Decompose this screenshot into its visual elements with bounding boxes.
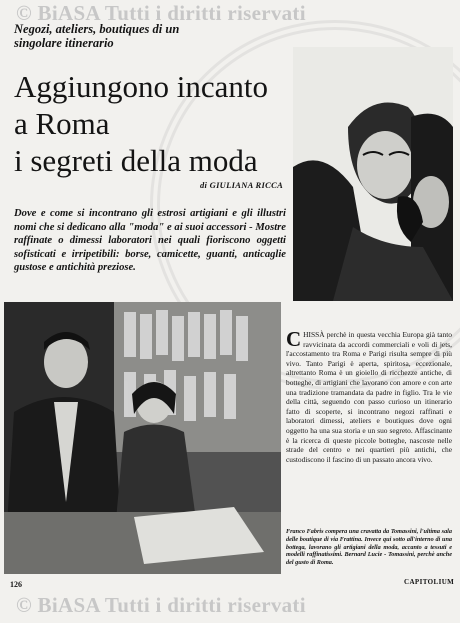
photo-top-illustration <box>293 47 453 301</box>
headline-line-1: Aggiungono incanto <box>14 69 268 104</box>
headline <box>14 68 294 179</box>
photo-caption: Franco Fabris compera una cravatta da Tomassini, l'ultima sala delle boutique di via Frattina. Invece qui sotto all'interno di una bottega, lavorano gli artigiani della moda, accanto a tessuti e modelli raffinatissimi. Bernard Lucie - Tomassini, perchè anche del gusto di Roma. <box>286 528 452 567</box>
section-label: CAPITOLIUM <box>404 578 455 586</box>
watermark-bottom: © BiASA Tutti i diritti riservati <box>16 593 306 617</box>
kicker: Negozi, ateliers, boutiques di un singolare itinerario <box>14 22 180 50</box>
photo-boutique-interior <box>4 302 281 574</box>
photo-women-on-telephone <box>293 47 453 301</box>
headline-line-3: i segreti della moda <box>14 143 258 178</box>
drop-cap: C <box>286 327 302 351</box>
headline-line-2: a Roma <box>14 106 110 141</box>
page-number: 126 <box>10 580 22 589</box>
watermark-top: © BiASA Tutti i diritti riservati <box>16 1 306 25</box>
summary: Dove e come si incontrano gli estrosi artigiani e gli illustri nomi che si dedicano alla "moda" e ai suoi accessori - Mostre raffinate o dimessi laboratori nei quali fioriscono oggetti sofisticati e irripetibili: borse, camicette, guanti, anticaglie gustose e antichità preziose. <box>14 208 286 274</box>
body-text <box>286 327 452 464</box>
byline: di GIULIANA RICCA <box>200 180 284 190</box>
photo-bottom-illustration <box>4 302 281 574</box>
body-paragraph: HISSÀ perchè in questa vecchia Europa già tanto ravvicinata da accordi commerciali e voli di jets, l'accostamento tra Roma e Parigi risulta sempre di più vivo. Tanto Parigi è aperta, spiritosa, eccezionale, altrettanto Roma è un gioiello di ricchezze antiche, di botteghe, di artigiani che lavorano con amore e con arte una tradizione tramandata da padre in figlio. Tra le vie della città, seguendo con passo curioso un itinerario fatto di scoperte, si incontrano negozi raffinati e laboratori dimessi, ateliers e boutiques dove ogni oggetto ha una sua storia e un suo segreto. Affascinante è la ricerca di queste piccole botteghe, nascoste nelle strade del centro e nei quartieri più antichi, che custodiscono il fascino di un passato ancora vivo. <box>286 330 452 464</box>
